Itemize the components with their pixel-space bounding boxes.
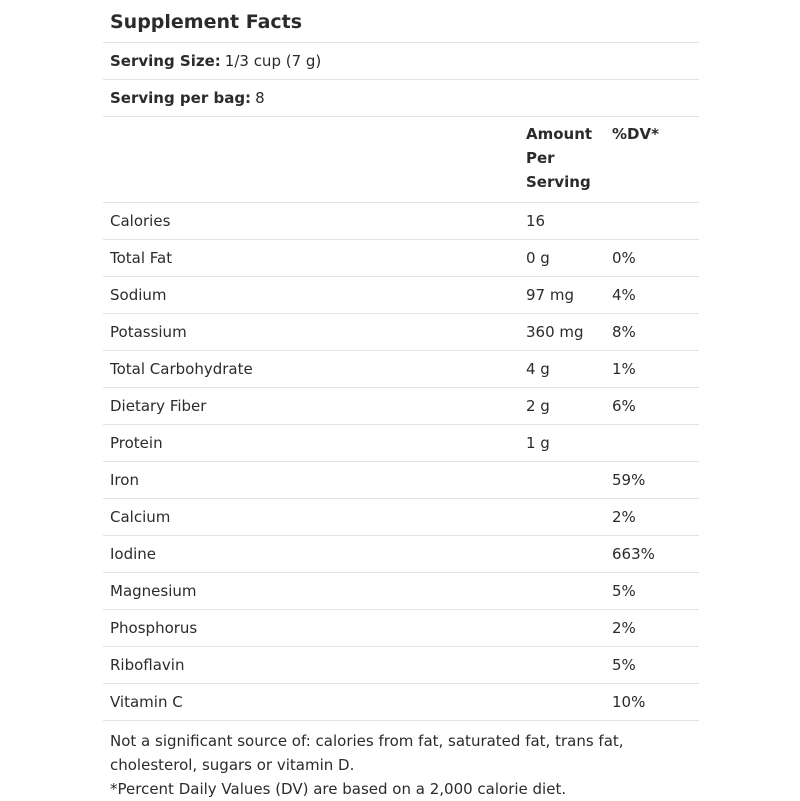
panel-title: Supplement Facts [103,0,699,43]
serving-per-bag-row [103,80,699,117]
serving-per-bag-label: Serving per bag: [110,89,252,107]
footnote-line-3: *Percent Daily Values (DV) are based on a 2,000 calorie diet. [110,780,567,798]
nutrient-row [103,462,699,499]
nutrient-name: Magnesium [110,582,197,600]
nutrient-row [103,610,699,647]
nutrient-dv: 4% [612,286,636,304]
header-dv: %DV* [612,125,659,143]
nutrient-name: Calories [110,212,171,230]
nutrient-dv: 663% [612,545,655,563]
nutrient-dv: 5% [612,656,636,674]
nutrient-row [103,425,699,462]
nutrient-amount: 360 mg [526,323,584,341]
nutrient-dv: 2% [612,508,636,526]
nutrient-rows [103,203,699,721]
serving-per-bag-value: 8 [255,89,265,107]
column-header-row [103,117,699,203]
nutrient-name: Calcium [110,508,171,526]
nutrient-row [103,684,699,721]
nutrient-name: Total Carbohydrate [110,360,253,378]
nutrient-dv: 1% [612,360,636,378]
nutrient-name: Iron [110,471,139,489]
nutrient-dv: 59% [612,471,646,489]
nutrient-row [103,499,699,536]
nutrient-row [103,647,699,684]
nutrient-dv: 0% [612,249,636,267]
nutrient-amount: 4 g [526,360,550,378]
nutrient-row [103,351,699,388]
nutrient-name: Phosphorus [110,619,198,637]
nutrient-row [103,314,699,351]
nutrient-dv: 2% [612,619,636,637]
header-amount-line3: Serving [526,173,591,191]
nutrient-dv: 8% [612,323,636,341]
footnote-line-2: cholesterol, sugars or vitamin D. [110,756,355,774]
nutrient-row [103,277,699,314]
header-amount-line1: Amount [526,125,593,143]
header-amount-line2: Per [526,149,555,167]
nutrient-name: Potassium [110,323,187,341]
nutrient-name: Dietary Fiber [110,397,207,415]
nutrient-row [103,573,699,610]
nutrient-name: Protein [110,434,163,452]
nutrient-name: Sodium [110,286,167,304]
serving-size-label: Serving Size: [110,52,221,70]
nutrient-name: Total Fat [110,249,173,267]
serving-size-value: 1/3 cup (7 g) [224,52,322,70]
nutrient-amount: 0 g [526,249,550,267]
header-amount [519,122,608,194]
nutrient-row [103,536,699,573]
nutrient-dv: 6% [612,397,636,415]
nutrient-dv: 5% [612,582,636,600]
nutrient-row [103,203,699,240]
nutrient-row [103,240,699,277]
nutrient-name: Vitamin C [110,693,183,711]
nutrient-amount: 97 mg [526,286,574,304]
nutrient-row [103,388,699,425]
nutrient-name: Riboflavin [110,656,185,674]
footnote-line-1: Not a significant source of: calories from fat, saturated fat, trans fat, [110,732,624,750]
supplement-facts-panel [103,0,699,801]
nutrient-name: Iodine [110,545,157,563]
footnote [103,721,699,801]
serving-size-row [103,43,699,80]
nutrient-amount: 2 g [526,397,550,415]
nutrient-dv: 10% [612,693,646,711]
nutrient-amount: 1 g [526,434,550,452]
nutrient-amount: 16 [526,212,546,230]
